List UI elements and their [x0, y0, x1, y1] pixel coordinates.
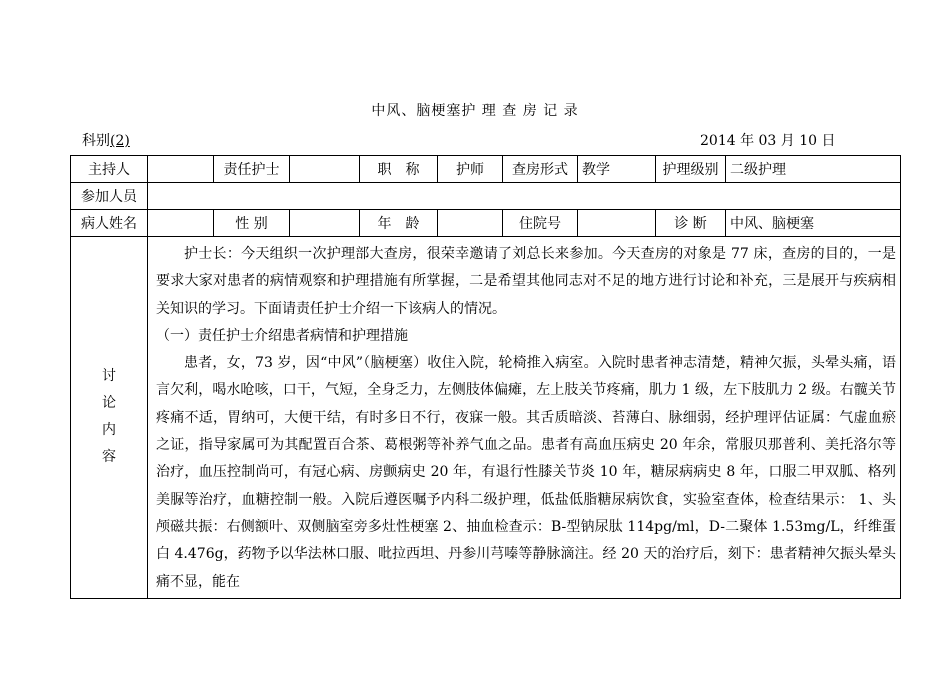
form-value: 教学	[578, 156, 656, 183]
table-row	[71, 210, 901, 237]
sex-value	[290, 210, 360, 237]
ward-round-table	[70, 155, 901, 599]
age-label: 年 龄	[360, 210, 438, 237]
nurse-label: 责任护士	[214, 156, 290, 183]
title-value: 护师	[438, 156, 503, 183]
section-heading: （一）责任护士介绍患者病情和护理措施	[156, 327, 408, 344]
side-char: 内	[102, 422, 116, 439]
table-row	[71, 156, 901, 183]
discussion-side-label	[71, 237, 148, 599]
patient-name-label: 病人姓名	[71, 210, 148, 237]
side-char: 论	[102, 395, 116, 412]
document-title: 中风、脑梗塞护 理 查 房 记 录	[371, 103, 579, 119]
sex-label: 性 别	[214, 210, 290, 237]
diagnosis-label: 诊 断	[656, 210, 726, 237]
title-label: 职 称	[360, 156, 438, 183]
participants-value	[148, 183, 901, 210]
level-label: 护理级别	[656, 156, 726, 183]
host-label: 主持人	[71, 156, 148, 183]
department-label: 科别	[82, 133, 110, 149]
discussion-paragraph: 患者，女，73 岁，因“中风”（脑梗塞）收住入院，轮椅推入病室。入院时患者神志清楚，精神欠振，头晕头痛，语言欠利，喝水呛咳，口干，气短，全身乏力，左侧肢体偏瘫，左上肢关节疼痛，肌力 1 级，左下肢肌力 2 级。右髋关节疼痛不适，胃纳可，大便干结，有时多日不行，夜寐一般。其舌质暗淡、苔薄白、脉细弱，经护理评估证属：气虚血瘀之证，指导家属可为其配置百合茶、葛根粥等补养气血之品。患者有高血压病史 20 年余，常服贝那普利、美托洛尔等治疗，血压控制尚可，有冠心病、房颤病史 20 年，有退行性膝关节炎 10 年，糖尿病病史 8 年，口服二甲双胍、格列美脲等治疗，血糖控制一般。入院后遵医嘱予内科二级护理，低盐低脂糖尿病饮食，实验室查体，检查结果示： 1、头颅磁共振：右侧额叶、双侧脑室旁多灶性梗塞 2、抽血检查示：B-型钠尿肽 114pg/ml，D-二聚体 1.53mg/L，纤维蛋白 4.476g，药物予以华法林口服、吡拉西坦、丹参川芎嗪等静脉滴注。经 20 天的治疗后，刻下：患者精神欠振头晕头痛不显，能在	[156, 355, 896, 590]
diagnosis-value: 中风、脑梗塞	[726, 210, 901, 237]
record-date: 2014 年 03 月 10 日	[700, 133, 836, 149]
table-row	[71, 183, 901, 210]
side-char: 讨	[102, 368, 116, 385]
age-value	[438, 210, 503, 237]
nurse-value	[290, 156, 360, 183]
form-label: 查房形式	[503, 156, 578, 183]
side-char: 容	[102, 449, 116, 466]
participants-label: 参加人员	[71, 183, 148, 210]
discussion-paragraph: 护士长：今天组织一次护理部大查房，很荣幸邀请了刘总长来参加。今天查房的对象是 77 床，查房的目的，一是要求大家对患者的病情观察和护理措施有所掌握，二是希望其他同志对不足的地方进行讨论和补充，三是展开与疾病相关知识的学习。下面请责任护士介绍一下该病人的情况。	[156, 246, 896, 317]
table-row	[71, 237, 901, 599]
admission-no-label: 住院号	[503, 210, 578, 237]
level-value: 二级护理	[726, 156, 901, 183]
department-value: (2)	[110, 133, 130, 149]
department	[82, 130, 130, 150]
host-value	[148, 156, 214, 183]
admission-no-value	[578, 210, 656, 237]
discussion-content	[148, 237, 901, 599]
patient-name-value	[148, 210, 214, 237]
